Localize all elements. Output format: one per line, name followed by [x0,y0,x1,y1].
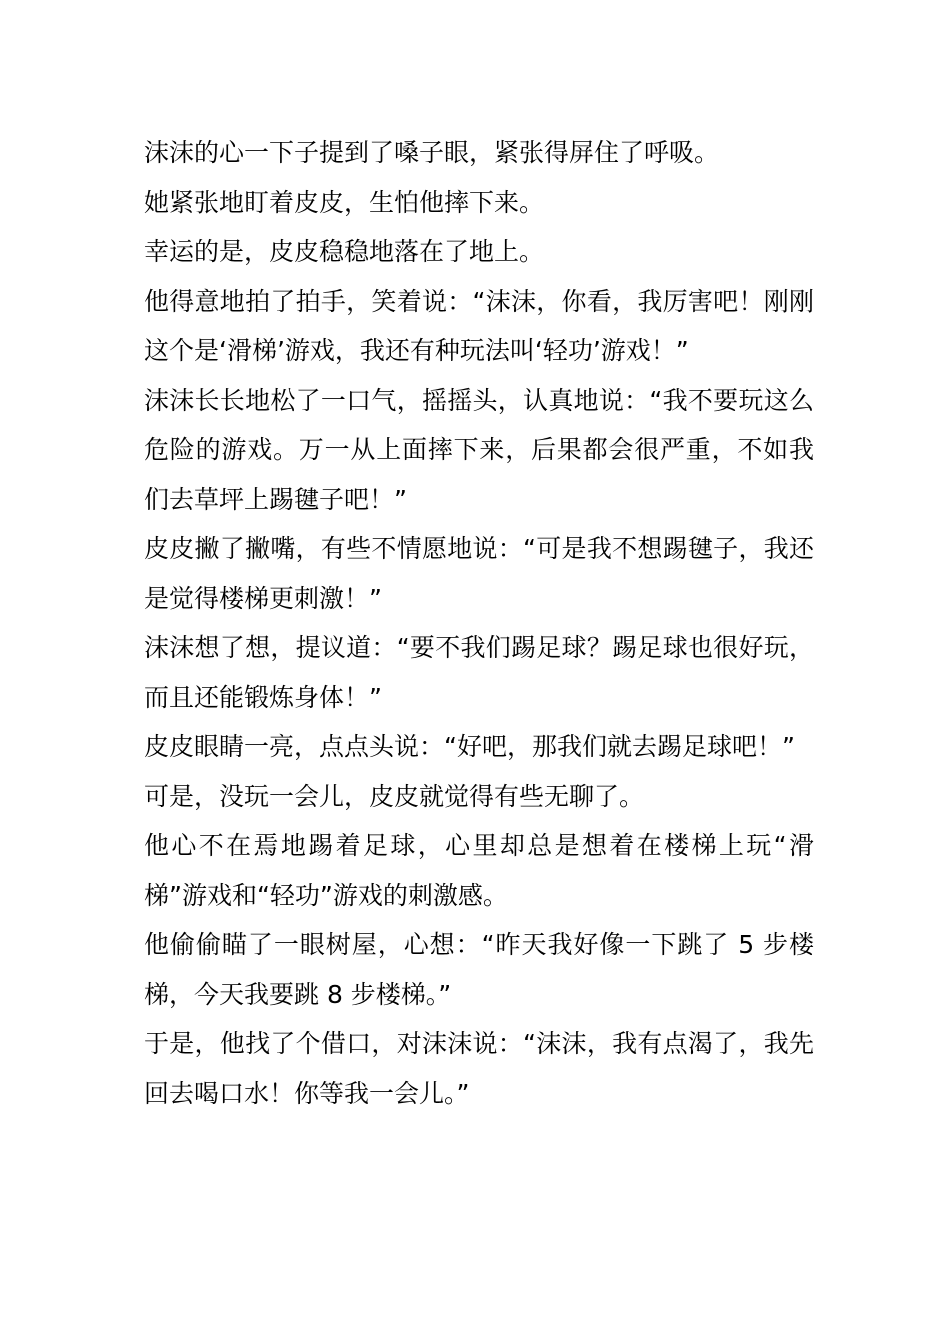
paragraph: 沫沫长长地松了一口气，摇摇头，认真地说：“我不要玩这么危险的游戏。万一从上面摔下来，后果都会很严重，不如我们去草坪上踢毽子吧！” [144,385,814,514]
paragraph: 可是，没玩一会儿，皮皮就觉得有些无聊了。 [144,781,645,811]
story-text [144,128,814,1118]
paragraph: 于是，他找了个借口，对沫沫说：“沫沫，我有点渴了，我先回去喝口水！你等我一会儿。” [144,1029,814,1108]
paragraph: 他偷偷瞄了一眼树屋，心想：“昨天我好像一下跳了 5 步楼梯，今天我要跳 8 步楼梯。” [144,930,814,1009]
paragraph: 他心不在焉地踢着足球，心里却总是想着在楼梯上玩“滑梯”游戏和“轻功”游戏的刺激感。 [144,831,814,910]
paragraph: 幸运的是，皮皮稳稳地落在了地上。 [144,237,545,266]
paragraph: 皮皮撇了撇嘴，有些不情愿地说：“可是我不想踢毽子，我还是觉得楼梯更刺激！” [144,534,814,613]
paragraph: 她紧张地盯着皮皮，生怕他摔下来。 [144,187,545,217]
paragraph: 沫沫想了想，提议道：“要不我们踢足球？踢足球也很好玩，而且还能锻炼身体！” [144,633,814,712]
paragraph: 皮皮眼睛一亮，点点头说：“好吧，那我们就去踢足球吧！” [144,732,795,761]
paragraph: 沫沫的心一下子提到了嗓子眼，紧张得屏住了呼吸。 [144,138,720,167]
paragraph: 他得意地拍了拍手，笑着说：“沫沫，你看，我厉害吧！刚刚这个是‘滑梯’游戏，我还有种玩法叫‘轻功’游戏！” [144,286,814,365]
